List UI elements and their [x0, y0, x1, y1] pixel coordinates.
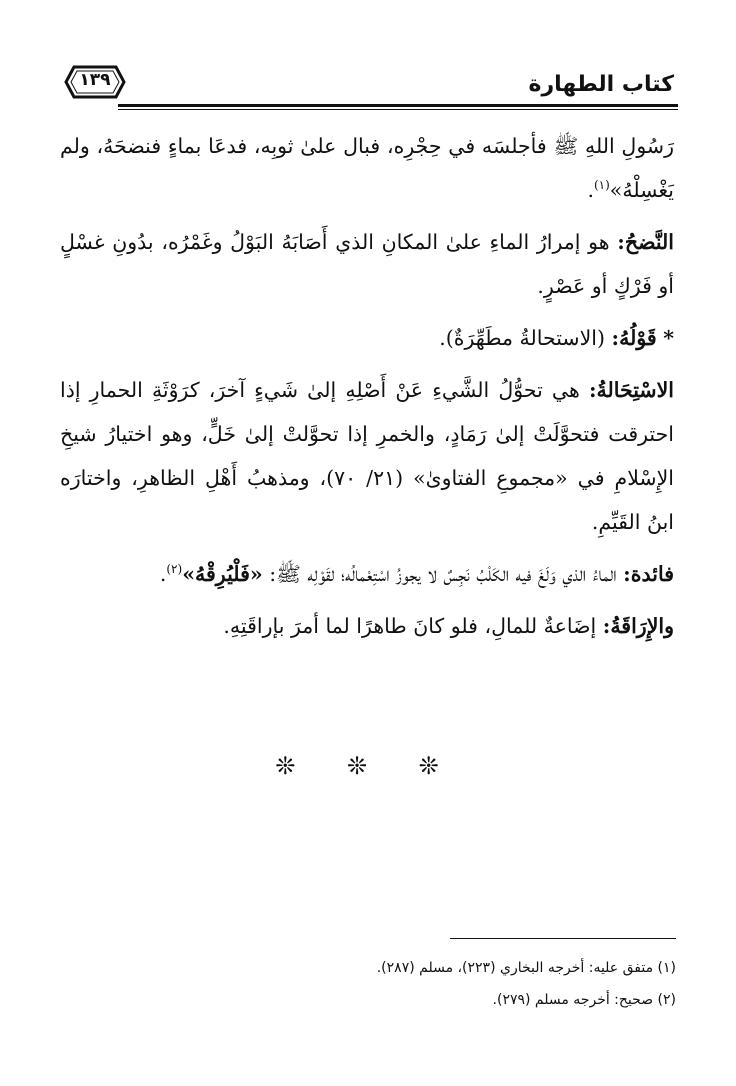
page-number-badge — [64, 65, 126, 99]
faida-text: الماءُ الذي وَلَغَ فيه الكَلْبُ نَجِسٌ لا يجوزُ اسْتِعْمالُه؛ لقَوْلِه ﷺ: — [269, 562, 617, 586]
footnote-1: (١) متفق عليه: أخرجه البخاري (٢٢٣)، مسلم (٢٨٧). — [376, 960, 676, 976]
chapter-title: كتاب الطهارة — [528, 72, 674, 97]
quote-istihala: (الاستحالةُ مطَهِّرَةٌ). — [439, 326, 605, 350]
hadith-text: رَسُولِ اللهِ ﷺ فأجلسَه في حِجْرِه، فبال علىٰ ثوبِه، فدعَا بماءٍ فنضحَهُ، ولم يَغْسِلْهُ» — [60, 134, 674, 202]
term-faida: فائدة: — [623, 562, 674, 586]
term-qawluhu: قَوْلُهُ: — [611, 326, 657, 350]
definition-nadh: هو إمرارُ الماءِ علىٰ المكانِ الذي أَصَابَهُ البَوْلُ وغَمْرُه، بدُونِ غسْلٍ أو فَرْكٍ أو عَصْرٍ. — [60, 230, 674, 298]
paragraph-istihala — [60, 368, 674, 544]
term-nadh: النَّضحُ: — [617, 230, 674, 254]
footnote-divider — [450, 938, 676, 939]
footnote-2: (٢) صحيح: أخرجه مسلم (٢٧٩). — [492, 992, 676, 1008]
paragraph-nadh — [60, 220, 674, 308]
hadith-quote: «فَلْيُرِقْهُ» — [182, 562, 263, 586]
header-rule-thin — [118, 109, 678, 110]
section-separator: ❊ ❊ ❊ — [275, 752, 461, 780]
paragraph-iraqa — [60, 604, 674, 648]
footnote-ref-2[interactable]: (٢) — [166, 562, 183, 577]
paragraph-qawluhu — [60, 316, 674, 360]
hadith-end: . — [587, 178, 594, 202]
term-iraqa: والإِرَاقَةُ: — [602, 614, 674, 638]
header-rule-thick — [118, 104, 678, 107]
main-text — [60, 124, 674, 656]
faida-end: . — [159, 562, 167, 586]
paragraph-faida — [60, 552, 674, 596]
paragraph-hadith — [60, 124, 674, 212]
term-istihala: الاسْتِحَالةُ: — [588, 378, 674, 402]
page-header — [58, 62, 678, 110]
footnote-ref-1[interactable]: (١) — [593, 178, 610, 193]
page-number: ١٣٩ — [79, 70, 111, 90]
footnotes — [60, 952, 676, 1016]
definition-istihala: هي تحوُّلُ الشَّيءِ عَنْ أَصْلِهِ إلىٰ شَيءٍ آخرَ، كرَوْثَةِ الحمارِ إذا احترقت فتحوَّلَتْ إلىٰ رَمَادٍ، والخمرِ إذا تحوَّلتْ إلىٰ خَلٍّ، وهو اختيارُ شيخِ الإِسْلامِ في «مجموعِ الفتاوىٰ» (٢١/ ٧٠)، ومذهبُ أَهْلِ الظاهرِ، واختارَه ابنُ القَيِّمِ. — [60, 378, 674, 534]
star-marker-icon: * — [663, 326, 674, 350]
iraqa-text: إضَاعةٌ للمالِ، فلو كانَ طاهرًا لما أمرَ بإراقَتِهِ. — [223, 614, 597, 638]
